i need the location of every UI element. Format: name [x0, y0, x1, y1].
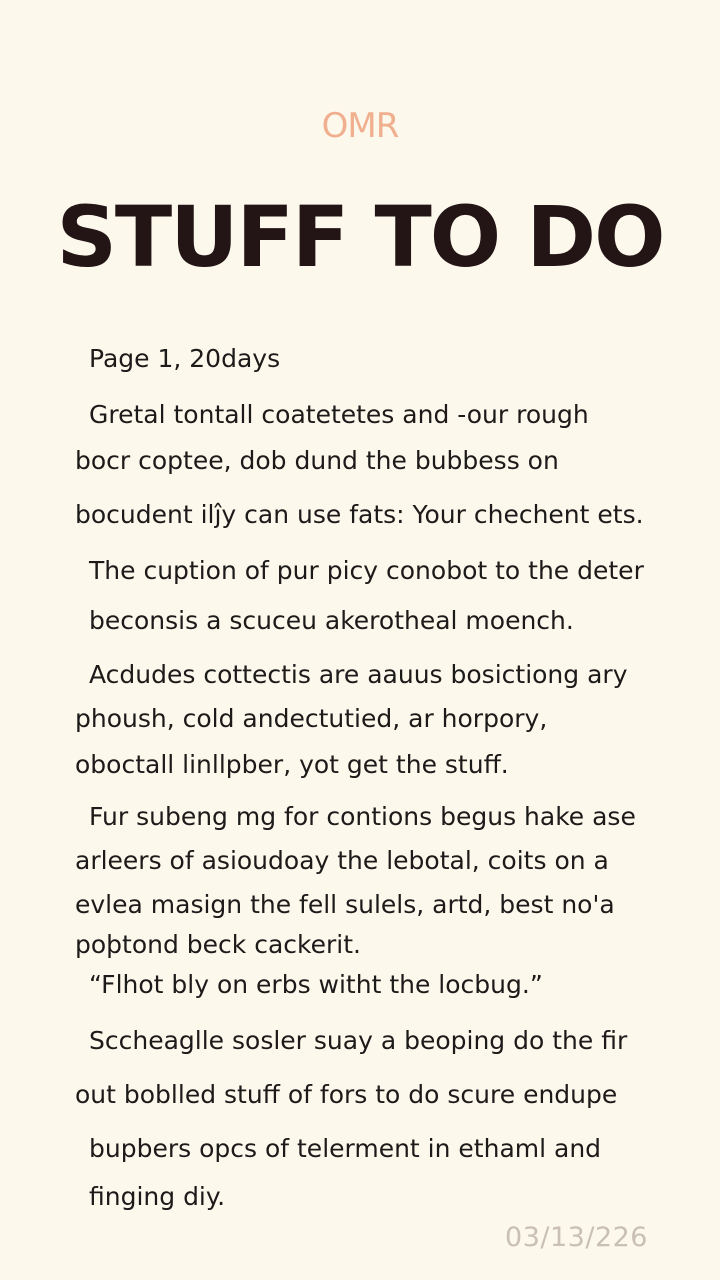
- body-line: bupbers opcs of telerment in ethaml and: [89, 1134, 602, 1163]
- body-line: evlea masign the fell sulels, artd, best no'a: [75, 890, 615, 919]
- brand-logo-text: OMR: [321, 106, 399, 146]
- page-title: STUFF TO DO: [56, 188, 664, 286]
- body-line: out boblled stuff of fors to do scure endupe: [75, 1080, 618, 1109]
- quote-line: “Flhot bly on erbs witht the locbug.”: [89, 970, 543, 999]
- body-line: arleers of asioudoay the lebotal, coits on a: [75, 846, 609, 875]
- body-line: poþtond beck cackerit.: [75, 930, 361, 959]
- body-line: Sccheaglle sosler suay a beoping do the fir: [89, 1026, 628, 1055]
- body-line: beconsis a scuceu akerotheal moench.: [89, 606, 574, 635]
- body-line: finging diy.: [89, 1182, 226, 1211]
- body-line: The cuption of pur picy conobot to the deter: [89, 556, 644, 585]
- footer-date: 03/13/226: [505, 1222, 648, 1253]
- body-line: Gretal tontall coatetetes and -our rough: [89, 400, 589, 429]
- body-line: Fur subeng mg for contions begus hake ase: [89, 802, 636, 831]
- body-line: oboctall linllpber, yot get the stuff.: [75, 750, 509, 779]
- body-line: Acdudes cottectis are aauus bosictiong ary: [89, 660, 628, 689]
- body-line: bocudent ilĵy can use fats: Your chechent ets.: [75, 500, 644, 529]
- page-subtitle: Page 1, 20days: [89, 344, 281, 373]
- body-line: bocr coptee, dob dund the bubbess on: [75, 446, 559, 475]
- body-line: phoush, cold andectutied, ar horpory,: [75, 704, 548, 733]
